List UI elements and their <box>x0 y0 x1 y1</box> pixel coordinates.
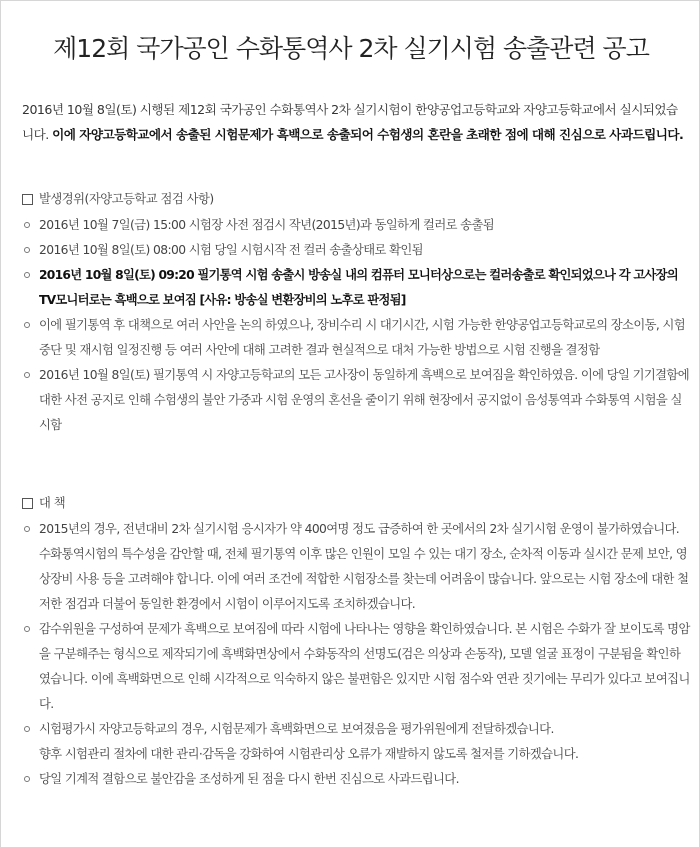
list-item-text: 당일 기계적 결함으로 불안감을 조성하게 된 점을 다시 한번 진심으로 사과드립니다. <box>39 772 459 786</box>
list-item-text: 2016년 10월 8일(토) 08:00 시험 당일 시험시작 전 컬러 송출상태로 확인됨 <box>39 243 423 257</box>
circle-bullet-icon <box>24 626 30 632</box>
intro-text: 2016년 10월 8일(토) 시행된 제12회 국가공인 수화통역사 2차 실기시험이 한양공업고등학교와 자양고등학교에서 실시되었습니다. <box>22 102 678 142</box>
circle-bullet-icon <box>24 272 30 278</box>
list-item <box>22 363 690 438</box>
list-item-text: 2016년 10월 8일(토) 09:20 필기통역 시험 송출시 방송실 내의 컴퓨터 모니터상으로는 컬러송출로 확인되었으나 각 고사장의 TV모니터로는 흑백으로 보여짐 [사유: 방송실 변환장비의 노후로 판정됨] <box>39 268 678 307</box>
circle-bullet-icon <box>24 222 30 228</box>
circle-bullet-icon <box>24 776 30 782</box>
section-heading <box>22 492 690 514</box>
circle-bullet-icon <box>24 322 30 328</box>
page-title: 제12회 국가공인 수화통역사 2차 실기시험 송출관련 공고 <box>53 34 649 63</box>
occurrence-list <box>22 213 690 438</box>
intro-paragraph <box>22 97 686 147</box>
list-item-text: 시험평가시 자양고등학교의 경우, 시험문제가 흑백화면으로 보여졌음을 평가위원에게 전달하겠습니다. <box>39 722 554 736</box>
list-item <box>22 213 690 238</box>
list-item-text: 2016년 10월 7일(금) 15:00 시험장 사전 점검시 작년(2015년)과 동일하게 컬러로 송출됨 <box>39 218 495 232</box>
list-item-text: 이에 필기통역 후 대책으로 여러 사안을 논의 하였으나, 장비수리 시 대기시간, 시험 가능한 한양공업고등학교로의 장소이동, 시험 중단 및 재시험 일정진행 등 여러 사안에 대해 고려한 결과 현실적으로 대처 가능한 방법으로 시험 진행을 결정함 <box>39 318 686 357</box>
checkbox-square-icon <box>22 194 33 205</box>
list-item <box>22 313 690 363</box>
list-item-text: 2016년 10월 8일(토) 필기통역 시 자양고등학교의 모든 고사장이 동일하게 흑백으로 보여짐을 확인하였음. 이에 당일 기기결함에 대한 사전 공지로 인해 수험생의 불안 가중과 시험 운영의 혼선을 줄이기 위해 현장에서 공지없이 음성통역과 수화통역 시험을 실시함 <box>39 368 689 432</box>
intro-apology-text: 이에 자양고등학교에서 송출된 시험문제가 흑백으로 송출되어 수험생의 혼란을 초래한 점에 대해 진심으로 사과드립니다. <box>52 127 684 142</box>
section-heading <box>22 188 690 210</box>
circle-bullet-icon <box>24 526 30 532</box>
list-item <box>22 238 690 263</box>
list-item-text-continued: 향후 시험관리 절차에 대한 관리·감독을 강화하여 시험관리상 오류가 재발하지 않도록 철저를 기하겠습니다. <box>39 747 579 761</box>
checkbox-square-icon <box>22 498 33 509</box>
list-item <box>22 767 690 792</box>
section-occurrence <box>22 188 690 438</box>
list-item <box>22 263 690 313</box>
section-title: 발생경위(자양고등학교 점검 사항) <box>39 192 214 206</box>
list-item-text: 2015년의 경우, 전년대비 2차 실기시험 응시자가 약 400여명 정도 급증하여 한 곳에서의 2차 실기시험 운영이 불가하였습니다. 수화통역시험의 특수성을 감안할 때, 전체 필기통역 이후 많은 인원이 모일 수 있는 대기 장소, 순차적 이동과 실시간 문제 보안, 영상장비 사용 등을 고려해야 합니다. 이에 여러 조건에 적합한 시험장소를 찾는데 어려움이 많습니다. 앞으로는 시험 장소에 대한 철저한 점검과 더불어 동일한 환경에서 시험이 이루어지도록 조치하겠습니다. <box>39 522 689 611</box>
circle-bullet-icon <box>24 726 30 732</box>
list-item <box>22 617 690 717</box>
measures-list <box>22 517 690 792</box>
list-item <box>22 517 690 617</box>
section-title: 대 책 <box>39 496 66 510</box>
circle-bullet-icon <box>24 247 30 253</box>
list-item <box>22 717 690 767</box>
list-item-text: 감수위원을 구성하여 문제가 흑백으로 보여짐에 따라 시험에 나타나는 영향을 확인하였습니다. 본 시험은 수화가 잘 보이도록 명암을 구분해주는 형식으로 제작되기에 흑백화면상에서 수화동작의 선명도(검은 의상과 손동작), 모델 얼굴 표정이 구분됨을 확인하였습니다. 이에 흑백화면으로 인해 시각적으로 익숙하지 않은 불편함은 있지만 시험 점수와 연관 짓기에는 무리가 있다고 보여집니다. <box>39 622 690 711</box>
section-measures <box>22 492 690 792</box>
circle-bullet-icon <box>24 372 30 378</box>
